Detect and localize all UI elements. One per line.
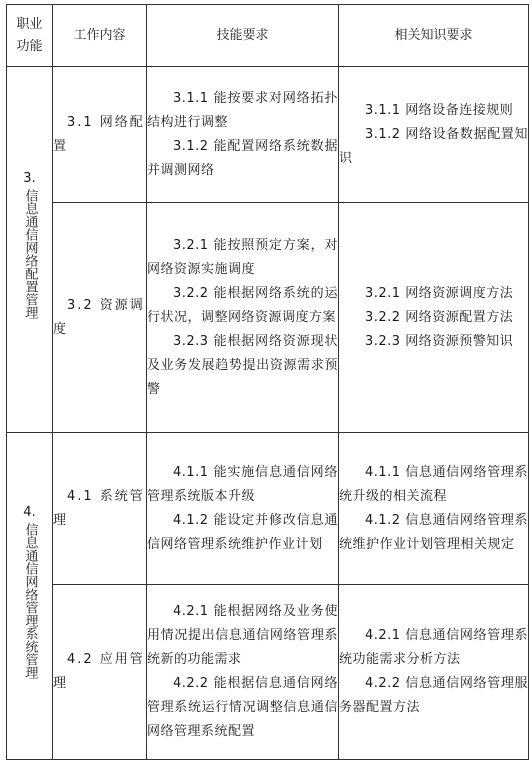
knowledge-cell <box>339 67 529 203</box>
skill-item: 4.2.1 能根据网络及业务使用情况提出信息通信网络管理系统新的功能需求 <box>147 604 338 667</box>
knowledge-item: 4.1.2 信息通信网络管理系统维护作业计划管理相关规定 <box>339 512 528 552</box>
skill-cell <box>147 67 339 203</box>
function-name: 信息通信网络配置管理 <box>22 189 38 319</box>
table-row <box>7 203 529 433</box>
knowledge-item: 4.2.2 信息通信网络管理服务器配置方法 <box>339 676 528 715</box>
skill-item: 3.2.2 能根据网络系统的运行状况，调整网络资源调度方案 <box>147 285 338 325</box>
knowledge-item: 3.1.2 网络设备数据配置知识 <box>339 126 528 166</box>
skill-item: 4.1.1 能实施信息通信网络管理系统版本升级 <box>147 464 338 504</box>
header-knowledge: 相关知识要求 <box>339 5 529 67</box>
function-name: 信息通信网络管理系统管理 <box>22 522 38 679</box>
knowledge-item: 4.1.1 信息通信网络管理系统升级的相关流程 <box>339 464 528 504</box>
knowledge-cell <box>339 203 529 433</box>
knowledge-item: 4.2.1 信息通信网络管理系统功能需求分析方法 <box>339 628 528 667</box>
function-number: 3. <box>23 171 36 186</box>
skill-item: 3.2.3 能根据网络资源现状及业务发展趋势提出资源需求预警 <box>147 333 338 397</box>
skill-cell <box>147 203 339 433</box>
skill-item: 3.2.1 能按照预定方案，对网络资源实施调度 <box>147 237 338 277</box>
work-content-cell <box>53 67 147 203</box>
function-cell-4 <box>7 433 53 760</box>
skill-item: 3.1.2 能配置网络系统数据并调测网络 <box>147 138 338 178</box>
function-cell-3 <box>7 67 53 433</box>
work-content-cell <box>53 433 147 585</box>
work-content-cell <box>53 585 147 760</box>
work-content-cell <box>53 203 147 433</box>
knowledge-cell <box>339 585 529 760</box>
work-content-label: 4.2 应用管理 <box>53 652 145 691</box>
knowledge-item: 3.1.1 网络设备连接规则 <box>365 102 514 118</box>
knowledge-item: 3.2.3 网络资源预警知识 <box>365 333 514 349</box>
header-function-label: 职业功能 <box>16 16 43 54</box>
skill-item: 4.1.2 能设定并修改信息通信网络管理系统维护作业计划 <box>147 512 338 552</box>
work-content-label: 3.1 网络配置 <box>53 114 145 154</box>
work-content-label: 3.2 资源调度 <box>53 297 145 337</box>
knowledge-item: 3.2.2 网络资源配置方法 <box>365 309 514 325</box>
competency-table <box>6 4 529 760</box>
work-content-label: 4.1 系统管理 <box>53 488 145 528</box>
table-row <box>7 67 529 203</box>
header-content: 工作内容 <box>53 5 147 67</box>
header-skill: 技能要求 <box>147 5 339 67</box>
skill-item: 4.2.2 能根据信息通信网络管理系统运行情况调整信息通信网络管理系统配置 <box>147 676 338 739</box>
skill-cell <box>147 433 339 585</box>
knowledge-cell <box>339 433 529 585</box>
table-row <box>7 433 529 585</box>
function-number: 4. <box>23 504 36 520</box>
header-function <box>7 5 53 67</box>
table-row <box>7 585 529 760</box>
skill-cell <box>147 585 339 760</box>
skill-item: 3.1.1 能按要求对网络拓扑结构进行调整 <box>147 90 338 130</box>
knowledge-item: 3.2.1 网络资源调度方法 <box>365 285 514 301</box>
header-row <box>7 5 529 67</box>
